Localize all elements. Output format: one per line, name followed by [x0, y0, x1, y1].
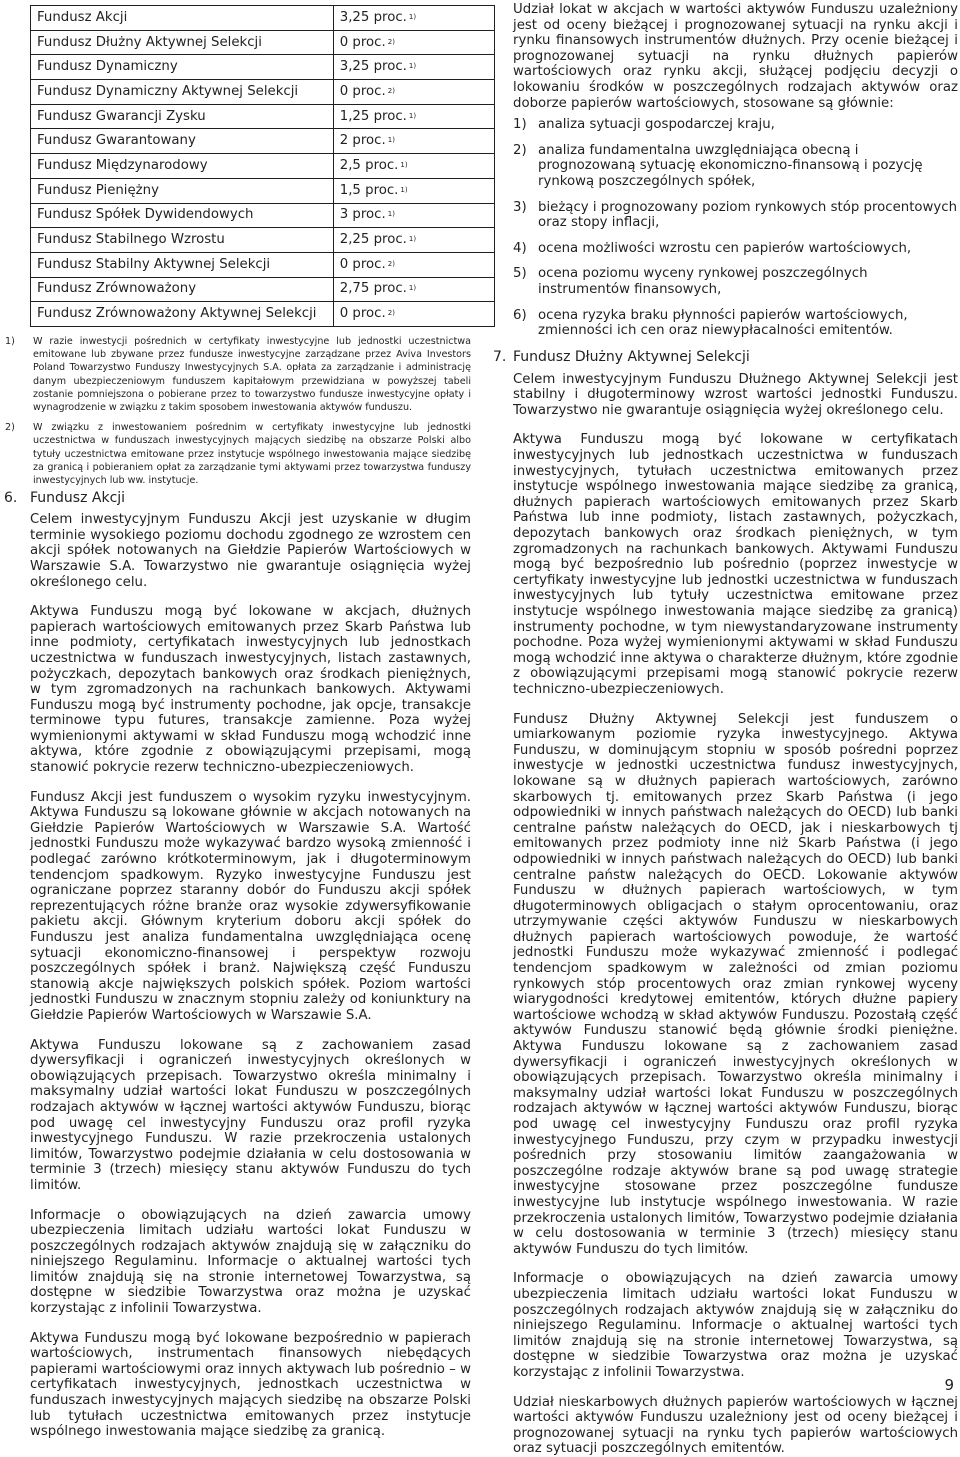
fund-name-cell: Fundusz Gwarantowany	[31, 129, 334, 154]
list-text: ocena ryzyka braku płynności papierów wartościowych, zmienności ich cen oraz niewypłacalności emitentów.	[538, 307, 908, 339]
left-column	[4, 2, 471, 1440]
list-text: ocena możliwości wzrostu cen papierów wartościowych,	[538, 240, 912, 256]
fee-value: 0 proc.	[339, 83, 386, 99]
section-heading	[493, 349, 958, 365]
fee-value: 0 proc.	[339, 34, 386, 50]
section-body	[4, 512, 471, 1440]
footnote-ref: 1)	[387, 136, 395, 145]
fee-value: 3,25 proc.	[339, 9, 407, 25]
fund-name-cell: Fundusz Spółek Dywidendowych	[31, 203, 334, 228]
table-row	[31, 104, 495, 129]
paragraph: Aktywa Funduszu lokowane są z zachowaniem zasad dywersyfikacji i ograniczeń inwestycyjnych określonych w obowiązujących przepisach. Towarzystwo określa minimalny i maksymalny udział wartości lokat Funduszu w poszczególnych rodzajach aktywów w łącznej wartości aktywów Funduszu, biorąc pod uwagę cel inwestycyjny Funduszu oraz profil ryzyka inwestycyjnego Funduszu. W razie przekroczenia ustalonych limitów, Towarzystwo podejmie działania w celu dostosowania w terminie 3 (trzech) miesięcy stanu aktywów Funduszu do tych limitów.	[30, 1037, 471, 1193]
table-row	[31, 154, 495, 179]
footnote-ref: 1)	[408, 12, 417, 21]
list-item	[513, 308, 958, 339]
page-number: 9	[944, 1376, 954, 1394]
fee-cell	[333, 6, 494, 31]
list-marker: 2)	[513, 142, 527, 158]
fund-name-cell: Fundusz Pieniężny	[31, 178, 334, 203]
fee-cell	[333, 277, 494, 302]
paragraph: Aktywa Funduszu mogą być lokowane bezpośrednio w papierach wartościowych, instrumentach finansowych niebędących papierami wartościowymi oraz innych aktywach lub pośrednio – w certyfikatach inwestycyjnych, jednostkach uczestnictwa w funduszach inwestycyjnych mających siedzibę na obszarze Polski lub tytułach uczestnictwa emitowanych przez instytucje wspólnego inwestowania mające siedzibę za granicą.	[30, 1330, 471, 1440]
fee-cell	[333, 55, 494, 80]
paragraph: Celem inwestycyjnym Funduszu Akcji jest uzyskanie w długim terminie wysokiego poziomu dochodu zgodnego ze wzrostem cen akcji spółek notowanych na Giełdzie Papierów Wartościowych w Warszawie S.A. Towarzystwo nie gwarantuje osiągnięcia wyżej określonego celu.	[30, 512, 471, 590]
fee-cell	[333, 30, 494, 55]
list-marker: 5)	[513, 266, 527, 282]
footnote-ref: 1)	[408, 111, 417, 120]
table-row	[31, 129, 495, 154]
fee-value: 2,25 proc.	[339, 232, 407, 248]
list-text: analiza sytuacji gospodarczej kraju,	[538, 117, 775, 133]
section-number: 7.	[493, 348, 507, 365]
fee-value: 2,75 proc.	[339, 281, 407, 297]
list-item	[513, 200, 958, 231]
list-item	[513, 143, 958, 190]
footnotes	[4, 335, 471, 487]
section-number: 6.	[4, 490, 18, 507]
paragraph: Informacje o obowiązujących na dzień zawarcia umowy ubezpieczenia limitach udziału wartości lokat Funduszu w poszczególnych rodzajach aktywów znajdują się w załączniku do niniejszego Regulaminu. Informacje o aktualnej wartości tych limitów znajdują się na stronie internetowej Towarzystwa, są dostępne w siedzibie Towarzystwa oraz można je uzyskać korzystając z infolinii Towarzystwa.	[513, 1271, 958, 1380]
list-text: analiza fundamentalna uwzględniająca obecną i prognozowaną sytuację ekonomiczno-finansową i pozycję rynkową poszczególnych spółek,	[538, 142, 923, 189]
fund-fee-table	[30, 5, 495, 327]
footnote-ref: 2)	[387, 309, 395, 318]
paragraph: Udział nieskarbowych dłużnych papierów wartościowych w łącznej wartości aktywów Funduszu uzależniony jest od oceny bieżącej i prognozowanej sytuacji na rynku tych papierów wartościowych oraz sytuacji poszczególnych emitentów.	[513, 1394, 958, 1457]
list-item	[513, 241, 958, 257]
fund-name-cell: Fundusz Zrównoważony Aktywnej Selekcji	[31, 302, 334, 327]
section-title: Fundusz Dłużny Aktywnej Selekcji	[513, 348, 750, 365]
fee-value: 1,25 proc.	[339, 108, 407, 124]
fee-cell	[333, 228, 494, 253]
fund-name-cell: Fundusz Dynamiczny Aktywnej Selekcji	[31, 80, 334, 105]
footnote-ref: 1)	[400, 185, 408, 194]
fund-name-cell: Fundusz Stabilnego Wzrostu	[31, 228, 334, 253]
criteria-list	[493, 117, 958, 339]
fee-cell	[333, 80, 494, 105]
table-row	[31, 228, 495, 253]
fee-cell	[333, 252, 494, 277]
fund-name-cell: Fundusz Zrównoważony	[31, 277, 334, 302]
fee-cell	[333, 178, 494, 203]
footnote	[4, 421, 471, 487]
fee-value: 2 proc.	[339, 133, 386, 149]
table-row	[31, 252, 495, 277]
table-row	[31, 6, 495, 31]
fee-value: 2,5 proc.	[339, 157, 399, 173]
paragraph: Fundusz Akcji jest funduszem o wysokim ryzyku inwestycyjnym. Aktywa Funduszu są lokowane głównie w akcjach notowanych na Giełdzie Papierów Wartościowych w Warszawie S.A. Wartość jednostki Funduszu może wykazywać bardzo wysoką zmienność i podlegać zarówno krótkoterminowym, jak i długoterminowym tendencjom spadkowym. Ryzyko inwestycyjne Funduszu jest ograniczane poprzez staranny dobór do Funduszu akcji spółek reprezentujących różne branże oraz wysokie zdywersyfikowanie pakietu akcji. Głównym kryterium doboru akcji spółek do Funduszu jest analiza fundamentalna uwzględniająca ocenę sytuacji ekonomiczno-finansowej i perspektyw rozwoju poszczególnych spółek i branż. Największą część Funduszu stanowią akcje największych polskich spółek. Poziom wartości jednostki Funduszu w znacznym stopniu zależy od koniunktury na Giełdzie Papierów Wartościowych w Warszawie S.A.	[30, 789, 471, 1023]
footnote-text: W związku z inwestowaniem pośrednim w certyfikaty inwestycyjne lub jednostki uczestnictwa w funduszach inwestycyjnych mających siedzibę na obszarze Polski albo tytuły uczestnictwa emitowane przez instytucje wspólnego inwestowania mające siedzibę za granicą i pobieraniem opłat za zarządzanie tymi aktywami przez towarzystwa funduszy inwestycyjnych lub ww. instytucje.	[33, 422, 471, 486]
section-title: Fundusz Akcji	[30, 490, 126, 507]
footnote-text: W razie inwestycji pośrednich w certyfikaty inwestycyjne lub jednostki uczestnictwa emitowane lub zbywane przez fundusze inwestycyjne zarządzane przez Aviva Investors Poland Towarzystwo Funduszy Inwestycyjnych S.A. opłata za zarządzanie i administrację danym ubezpieczeniowym funduszem kapitałowym przewidziana w powyższej tabeli zostanie pomniejszona o pobierane przez to towarzystwo fundusze inwestycyjne opłaty i wynagrodzenie w związku z takim sposobem inwestowania aktywów funduszu.	[33, 335, 471, 413]
footnote-ref: 1)	[408, 62, 417, 71]
footnote-ref: 2)	[387, 37, 395, 46]
paragraph: Fundusz Dłużny Aktywnej Selekcji jest funduszem o umiarkowanym poziomie ryzyka inwestycyjnego. Aktywa Funduszu, w dominującym stopniu w sposób pośredni poprzez inwestycje w jednostki uczestnictwa fundusz inwestycyjnych, lokowane są w dłużnych papierach wartościowych, zarówno skarbowych tj. emitowanych przez Skarb Państwa (i jego odpowiedniki w innych państwach należących do OECD) lub banki centralne państw należących do OECD, jak i nieskarbowych tj emitowanych przez podmioty inne niż Skarb Państwa (i jego odpowiedniki w innych państwach należących do OECD) lub banki centralne państw należących do OECD. Lokowanie aktywów Funduszu w dłużnych papierach wartościowych, w tym długoterminowych obligacjach o stałym oprocentowaniu, oraz utrzymywanie części aktywów Funduszu w nieskarbowych dłużnych papierach wartościowych powoduje, że wartość jednostki Funduszu może wykazywać zmienność i podlegać tendencjom spadkowym w zależności od zmian poziomu rynkowych stóp procentowych oraz zmian rynkowej wyceny wiarygodności kredytowej emitentów, których dłużne papiery wartościowe wchodzą w skład aktywów Funduszu. Pozostałą część aktywów Funduszu stanowić będą głównie środki pieniężne. Aktywa Funduszu lokowane są z zachowaniem zasad dywersyfikacji i ograniczeń inwestycyjnych określonych w obowiązujących przepisach. Towarzystwo określa minimalny i maksymalny udział wartości lokat Funduszu w poszczególnych rodzajach aktywów w łącznej wartości aktywów Funduszu, biorąc pod uwagę cel inwestycyjny Funduszu oraz profil ryzyka inwestycyjnego Funduszu, przy czym w przypadku inwestycji pośrednich przy stosowaniu limitów zaangażowania w poszczególne rodzaje aktywów brane są pod uwagę strategie inwestycyjne stosowane przez poszczególne fundusze inwestycyjne lub instytucje wspólnego inwestowania. W razie przekroczenia ustalonych limitów, Towarzystwo podejmie działania w celu dostosowania w terminie 3 (trzech) miesięcy stanu aktywów Funduszu do tych limitów.	[513, 711, 958, 1257]
fee-value: 1,5 proc.	[339, 182, 399, 198]
table-row	[31, 178, 495, 203]
fee-cell	[333, 104, 494, 129]
footnote-ref: 2)	[387, 86, 395, 95]
table-row	[31, 55, 495, 80]
fee-value: 3 proc.	[339, 207, 386, 223]
footnote-ref: 1)	[387, 210, 395, 219]
footnote-ref: 1)	[408, 284, 417, 293]
fee-value: 3,25 proc.	[339, 59, 407, 75]
table-row	[31, 302, 495, 327]
fee-cell	[333, 203, 494, 228]
footnote	[4, 335, 471, 414]
section-body	[493, 372, 958, 1457]
list-marker: 4)	[513, 240, 527, 256]
paragraph: Celem inwestycyjnym Funduszu Dłużnego Aktywnej Selekcji jest stabilny i długoterminowy wzrost wartości jednostki Funduszu. Towarzystwo nie gwarantuje osiągnięcia wyżej określonego celu.	[513, 371, 958, 418]
paragraph: Informacje o obowiązujących na dzień zawarcia umowy ubezpieczenia limitach udziału wartości lokat Funduszu w poszczególnych rodzajach aktywów znajdują się w załączniku do niniejszego Regulaminu. Informacje o aktualnej wartości tych limitów znajdują się na stronie internetowej Towarzystwa, są dostępne w siedzibie Towarzystwa oraz można je uzyskać korzystając z infolinii Towarzystwa.	[30, 1207, 471, 1317]
footnote-ref: 1)	[408, 235, 417, 244]
paragraph: Aktywa Funduszu mogą być lokowane w akcjach, dłużnych papierach wartościowych emitowanych przez Skarb Państwa lub inne podmioty, certyfikatach inwestycyjnych lub jednostkach uczestnictwa w funduszach inwestycyjnych, listach zastawnych, pożyczkach, depozytach bankowych oraz środkach pieniężnych, w tym zgromadzonych na rachunkach bankowych. Aktywami Funduszu mogą być instrumenty pochodne, jak opcje, transakcje terminowe typu futures, transakcje zamienne. Poza wyżej wymienionymi aktywami w skład Funduszu mogą wchodzić inne aktywa, które zgodnie z obowiązującymi przepisami, mogą stanowić pokrycie rezerw techniczno-ubezpieczeniowych.	[30, 604, 471, 776]
fund-name-cell: Fundusz Dynamiczny	[31, 55, 334, 80]
fee-cell	[333, 154, 494, 179]
fund-name-cell: Fundusz Stabilny Aktywnej Selekcji	[31, 252, 334, 277]
fee-value: 0 proc.	[339, 306, 386, 322]
footnote-marker: 2)	[5, 422, 15, 434]
table-row	[31, 30, 495, 55]
footnote-marker: 1)	[5, 335, 15, 347]
intro-paragraph: Udział lokat w akcjach w wartości aktywów Funduszu uzależniony jest od oceny bieżącej i prognozowanej sytuacji na rynku akcji i rynku finansowych instrumentów dłużnych. Przy ocenie bieżącej i prognozowanej sytuacji na rynku dłużnych papierów wartościowych oraz rynku akcji, służącej podjęciu decyzji o lokowaniu środków w poszczególnych rodzajach aktywów oraz doborze papierów wartościowych, stosowane są głównie:	[513, 2, 958, 111]
right-column	[493, 2, 958, 1457]
fund-name-cell: Fundusz Akcji	[31, 6, 334, 31]
list-item	[513, 117, 958, 133]
list-marker: 3)	[513, 199, 527, 215]
section-heading	[4, 490, 471, 506]
table-row	[31, 80, 495, 105]
fund-name-cell: Fundusz Międzynarodowy	[31, 154, 334, 179]
footnote-ref: 2)	[387, 259, 395, 268]
table-row	[31, 203, 495, 228]
list-text: ocena poziomu wyceny rynkowej poszczególnych instrumentów finansowych,	[538, 266, 868, 297]
footnote-ref: 1)	[400, 160, 408, 169]
list-marker: 6)	[513, 307, 527, 323]
fund-name-cell: Fundusz Dłużny Aktywnej Selekcji	[31, 30, 334, 55]
list-item	[513, 266, 958, 297]
fee-cell	[333, 129, 494, 154]
paragraph: Aktywa Funduszu mogą być lokowane w certyfikatach inwestycyjnych lub jednostkach uczestnictwa w funduszach inwestycyjnych, tytułach uczestnictwa emitowanych przez instytucje wspólnego inwestowania mające siedzibę za granicą, dłużnych papierach wartościowych emitowanych przez Skarb Państwa lub inne podmioty, listach zastawnych, pożyczkach, depozytach bankowych oraz środkach pieniężnych, w tym zgromadzonych na rachunkach bankowych. Aktywami Funduszu mogą być bezpośrednio lub pośrednio (poprzez inwestycje w certyfikaty inwestycyjne lub jednostki uczestnictwa w funduszach inwestycyjnych lub tytuły uczestnictwa emitowane przez instytucje wspólnego inwestowania mające siedzibę za granicą) instrumenty pochodne, w tym niewystandaryzowane instrumenty pochodne. Poza wyżej wymienionymi aktywami w skład Funduszu mogą wchodzić inne aktywa o charakterze dłużnym, które zgodnie z obowiązującymi przepisami mogą stanowić pokrycie rezerw techniczno-ubezpieczeniowych.	[513, 432, 958, 697]
list-text: bieżący i prognozowany poziom rynkowych stóp procentowych oraz stopy inflacji,	[538, 199, 958, 231]
fee-cell	[333, 302, 494, 327]
fund-name-cell: Fundusz Gwarancji Zysku	[31, 104, 334, 129]
list-marker: 1)	[513, 117, 527, 133]
fee-value: 0 proc.	[339, 256, 386, 272]
table-row	[31, 277, 495, 302]
